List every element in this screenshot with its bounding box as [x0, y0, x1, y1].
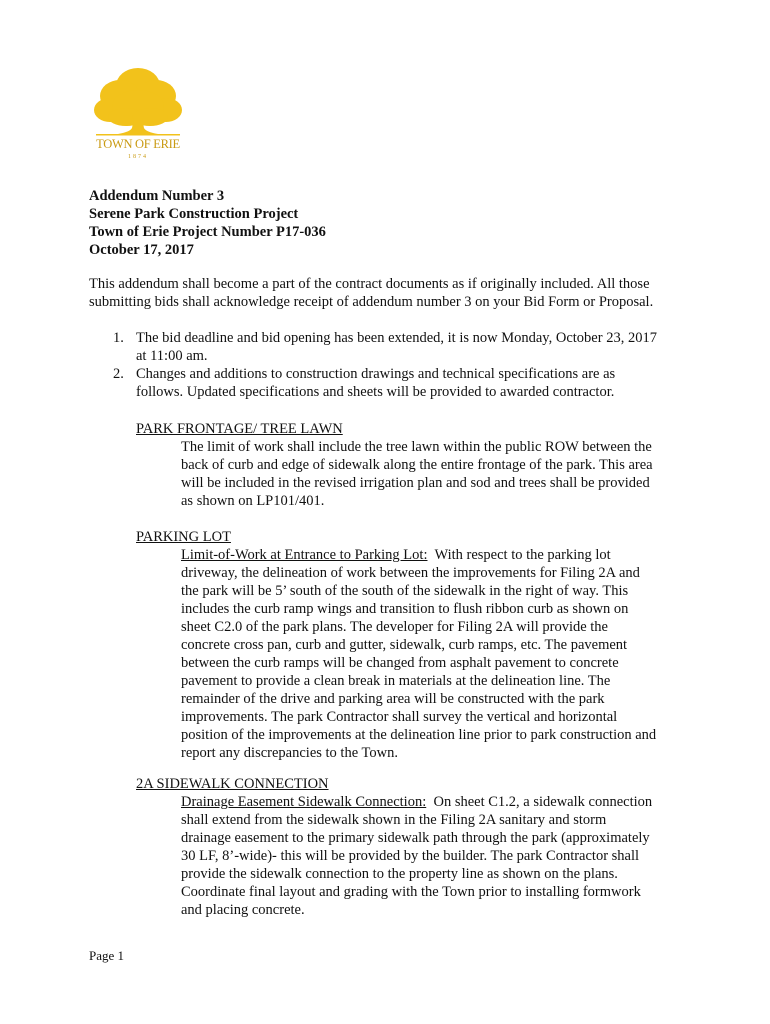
section-sidewalk-connection: [136, 775, 696, 919]
page-number: Page 1: [89, 948, 125, 963]
section-title: PARK FRONTAGE/ TREE LAWN: [136, 421, 343, 437]
body-line: shall extend from the sidewalk shown in the Filing 2A sanitary and storm: [181, 812, 607, 828]
body-line: and placing concrete.: [181, 902, 305, 918]
body-line: pavement to provide a clean break in materials at the delineation line. The: [181, 673, 611, 689]
numbered-list: [89, 329, 689, 401]
list-line: at 11:00 am.: [136, 348, 208, 364]
list-line: follows. Updated specifications and sheets will be provided to awarded contractor.: [136, 384, 615, 400]
body-line: between the curb ramps will be changed from asphalt pavement to concrete: [181, 655, 619, 671]
project-name: Serene Park Construction Project: [89, 206, 299, 222]
body-line: as shown on LP101/401.: [181, 493, 325, 509]
body-line: report any discrepancies to the Town.: [181, 745, 398, 761]
addendum-number: Addendum Number 3: [89, 188, 225, 204]
town-of-erie-logo: [88, 62, 188, 162]
body-line: remainder of the drive and parking area will be constructed with the park: [181, 691, 605, 707]
list-line: Changes and additions to construction drawings and technical specifications are as: [136, 366, 616, 382]
body-line: Coordinate final layout and grading with the Town prior to installing formwork: [181, 884, 641, 900]
intro-line: submitting bids shall acknowledge receipt of addendum number 3 on your Bid Form or Proposal.: [89, 294, 654, 310]
intro-line: This addendum shall become a part of the contract documents as if originally included. All those: [89, 276, 650, 292]
body-line: sheet C2.0 of the park plans. The developer for Filing 2A will provide the: [181, 619, 608, 635]
section-body: [136, 793, 696, 919]
tree-icon: [88, 62, 188, 162]
lead-rest: With respect to the parking lot: [427, 547, 611, 563]
addendum-header: [89, 187, 326, 259]
list-number: 1.: [113, 330, 124, 346]
body-line: 30 LF, 8’-wide)- this will be provided by the builder. The park Contractor shall: [181, 848, 640, 864]
lead-rest: On sheet C1.2, a sidewalk connection: [426, 794, 653, 810]
subsection-lead: Limit-of-Work at Entrance to Parking Lot:: [181, 547, 428, 563]
body-line: back of curb and edge of sidewalk along the entire frontage of the park. This area: [181, 457, 653, 473]
body-line: position of the improvements at the delineation line prior to park construction and: [181, 727, 657, 743]
body-line: The limit of work shall include the tree lawn within the public ROW between the: [181, 439, 652, 455]
logo-wordmark: TOWN OF ERIE: [96, 137, 180, 151]
list-number: 2.: [113, 366, 124, 382]
section-parking-lot: [136, 528, 696, 762]
body-line: the park will be 5’ south of the south of the sidewalk in the right of way. This: [181, 583, 629, 599]
body-line: [181, 793, 696, 811]
subsection-lead: Drainage Easement Sidewalk Connection:: [181, 794, 427, 810]
intro-paragraph: [89, 275, 689, 311]
addendum-date: October 17, 2017: [89, 242, 194, 258]
body-line: provide the sidewalk connection to the property line as shown on the plans.: [181, 866, 618, 882]
logo-year: 1874: [128, 154, 148, 160]
body-line: drainage easement to the primary sidewalk path through the park (approximately: [181, 830, 650, 846]
body-line: [181, 546, 696, 564]
list-line: The bid deadline and bid opening has been extended, it is now Monday, October 23, 2017: [136, 330, 657, 346]
project-number: Town of Erie Project Number P17-036: [89, 224, 326, 240]
body-line: will be included in the revised irrigation plan and sod and trees shall be provided: [181, 475, 650, 491]
section-body: [136, 438, 696, 510]
body-line: concrete cross pan, curb and gutter, sidewalk, curb ramps, etc. The pavement: [181, 637, 628, 653]
section-title: 2A SIDEWALK CONNECTION: [136, 776, 329, 792]
body-line: improvements. The park Contractor shall survey the vertical and horizontal: [181, 709, 618, 725]
list-item: [89, 365, 689, 401]
section-title: PARKING LOT: [136, 529, 231, 545]
body-line: driveway, the delineation of work between the improvements for Filing 2A and: [181, 565, 640, 581]
body-line: includes the curb ramp wings and transition to flush ribbon curb as shown on: [181, 601, 629, 617]
section-park-frontage: [136, 420, 696, 510]
section-body: [136, 546, 696, 762]
list-item: [89, 329, 689, 365]
